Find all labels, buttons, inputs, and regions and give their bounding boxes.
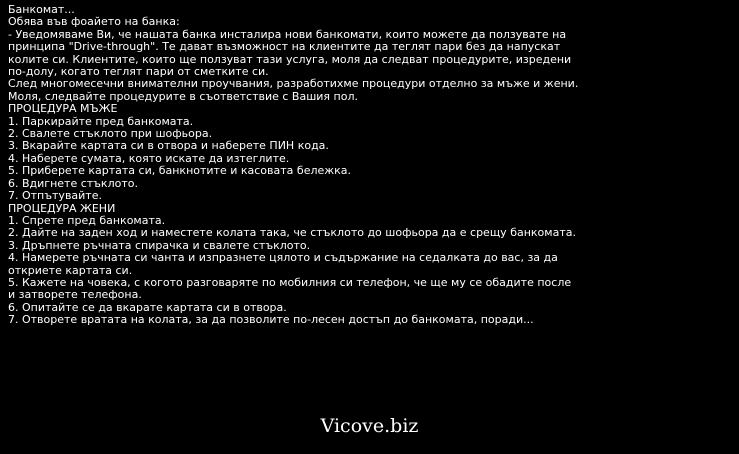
women-step: 6. Опитайте се да вкарате картата си в отвора. — [8, 300, 287, 314]
intro-line: Моля, следвайте процедурите в съответствие с Вашия пол. — [8, 89, 358, 103]
women-step: 7. Отворете вратата на колата, за да позволите по-лесен достъп до банкомата, поради... — [8, 313, 534, 327]
women-step: и затворете телефона. — [8, 288, 142, 302]
men-step: 4. Наберете сумата, която искате да изтеглите. — [8, 151, 290, 165]
women-step: откриете картата си. — [8, 263, 133, 277]
joke-title: Банкомат... — [8, 3, 75, 16]
women-procedure-heading: ПРОЦЕДУРА ЖЕНИ — [8, 201, 116, 215]
joke-text — [8, 4, 733, 327]
notice-heading: Обява във фоайето на банка: — [8, 15, 180, 29]
intro-line: по-долу, когато теглят пари от сметките си. — [8, 65, 269, 79]
men-step: 3. Вкарайте картата си в отвора и наберете ПИН кода. — [8, 139, 329, 153]
site-watermark: Vicove.biz — [320, 415, 419, 437]
men-procedure-heading: ПРОЦЕДУРА МЪЖЕ — [8, 102, 118, 116]
intro-line: колите си. Клиентите, които ще ползуват тази услуга, моля да следват процедурите, изредени — [8, 52, 572, 66]
intro-line: - Уведомяваме Ви, че нашата банка инсталира нови банкомати, които можете да ползувате на — [8, 27, 567, 41]
men-step: 6. Вдигнете стъклото. — [8, 176, 138, 190]
men-step: 2. Свалете стъклото при шофьора. — [8, 127, 213, 141]
women-step: 3. Дръпнете ръчната спирачка и свалете стъклото. — [8, 238, 311, 252]
women-step: 1. Спрете пред банкомата. — [8, 213, 166, 227]
women-step: 4. Намерете ръчната си чанта и изпразнете цялото и съдържание на седалката до вас, за да — [8, 251, 558, 265]
men-step: 1. Паркирайте пред банкомата. — [8, 114, 194, 128]
intro-line: принципа "Drive-through". Те дават възможност на клиентите да теглят пари без да напускат — [8, 40, 561, 54]
women-step: 2. Дайте на заден ход и наместете колата така, че стъклото до шофьора да е срещу банкомата. — [8, 226, 576, 240]
intro-line: След многомесечни внимателни проучвания, разработихме процедури отделно за мъже и жени. — [8, 77, 579, 91]
men-step: 7. Отпътувайте. — [8, 189, 102, 203]
women-step: 5. Кажете на човека, с когото разговаряте по мобилния си телефон, че ще му се обадите после — [8, 275, 572, 289]
men-step: 5. Приберете картата си, банкнотите и касовата бележка. — [8, 164, 352, 178]
